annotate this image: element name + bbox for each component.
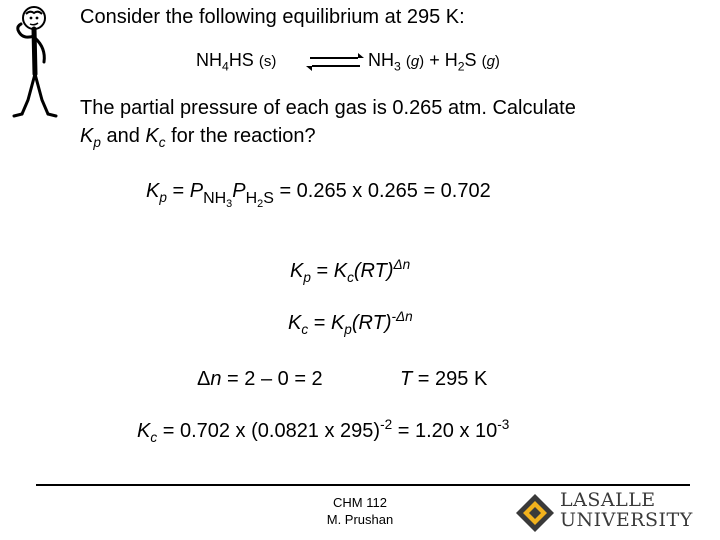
kc-calc-exp2: -3 xyxy=(497,416,510,432)
kp-subscript: p xyxy=(93,135,101,151)
delta-n-value: = 2 – 0 = 2 xyxy=(227,368,323,390)
rel2-rhs-sub: p xyxy=(344,322,352,338)
kp-calc-lhs-sub: p xyxy=(159,190,167,206)
and-word: and xyxy=(106,125,140,147)
product2-sub: 2 xyxy=(457,59,465,74)
rel1-rhs: K xyxy=(333,260,348,282)
p-h2s-sub: H xyxy=(245,190,258,208)
reactant-formula-tail: HS xyxy=(228,50,254,70)
question-tail: for the reaction? xyxy=(171,125,316,147)
kc-symbol: K xyxy=(145,125,159,147)
product1-sub: 3 xyxy=(394,59,401,74)
kc-calc-lhs-sub: c xyxy=(150,430,158,446)
kc-calculation xyxy=(137,416,510,446)
delta-n-line xyxy=(197,368,323,391)
temperature-value: = 295 K xyxy=(417,368,488,390)
reaction-products xyxy=(368,50,500,74)
university-logo xyxy=(560,490,693,530)
product2-state: g xyxy=(486,53,495,70)
delta-n-var: n xyxy=(210,368,222,390)
kc-calc-rest: = 1.20 x 10 xyxy=(397,420,498,442)
product2-main: H xyxy=(444,50,458,70)
reactant-state: (s) xyxy=(258,53,277,70)
p-h2s-sub-sub: 2 xyxy=(257,198,264,211)
temperature-var: T xyxy=(400,368,413,390)
p-nh3-sub: NH xyxy=(203,190,227,208)
product1-state-open: ( xyxy=(405,53,411,70)
reactant-formula-sub: 4 xyxy=(222,59,229,74)
author-name: M. Prushan xyxy=(326,512,394,527)
product1-state-close: ) xyxy=(419,53,425,70)
question-line1: The partial pressure of each gas is 0.265 atm. Calculate xyxy=(80,97,576,119)
rel1-exp: Δn xyxy=(393,256,411,272)
equilibrium-arrows-icon xyxy=(306,50,364,74)
kc-subscript: c xyxy=(158,135,166,151)
rel1-rt: (RT) xyxy=(353,260,394,282)
kp-calc-lhs: K xyxy=(146,180,160,202)
kc-calc-exp: -2 xyxy=(380,416,393,432)
slide-title: Consider the following equilibrium at 295 K: xyxy=(80,6,465,28)
rel2-lhs: K xyxy=(288,312,302,334)
question-text xyxy=(80,94,700,150)
product1-state: g xyxy=(410,53,420,70)
p-nh3: P xyxy=(189,180,204,202)
rel2-rt: (RT) xyxy=(351,312,392,334)
reaction-reactant xyxy=(196,50,277,74)
rel2-rhs: K xyxy=(330,312,345,334)
p-nh3-sub-sub: 3 xyxy=(226,198,233,211)
kp-calc-eq: = xyxy=(172,180,185,202)
kc-kp-relation xyxy=(288,308,413,338)
logo-line2: UNIVERSITY xyxy=(560,509,693,531)
lasalle-shield-icon xyxy=(514,492,556,534)
product2-state-close: ) xyxy=(494,53,500,70)
rel1-lhs-sub: p xyxy=(303,270,311,286)
delta-symbol: Δ xyxy=(197,368,211,390)
course-code: CHM 112 xyxy=(333,495,387,510)
reactant-formula-main: NH xyxy=(196,50,222,70)
temperature-line xyxy=(400,368,487,391)
rel2-lhs-sub: c xyxy=(301,322,309,338)
kp-symbol: K xyxy=(80,125,94,147)
rel2-eq: = xyxy=(313,312,326,334)
product2-tail: S xyxy=(464,50,477,70)
logo-line1: LASALLE xyxy=(560,489,656,511)
kc-calc-lhs: K xyxy=(137,420,151,442)
rel1-eq: = xyxy=(316,260,329,282)
product2-state-open: ( xyxy=(481,53,487,70)
thinking-figure-icon xyxy=(4,4,62,124)
p-h2s: P xyxy=(232,180,246,202)
kc-calc-mid: = 0.702 x (0.0821 x 295) xyxy=(162,420,381,442)
rel1-lhs: K xyxy=(290,260,304,282)
plus-sign: + xyxy=(429,50,440,70)
rel2-exp: -Δn xyxy=(391,308,413,324)
kp-calc-rhs: = 0.265 x 0.265 = 0.702 xyxy=(279,180,491,202)
footer-credit xyxy=(300,494,420,528)
kp-calculation xyxy=(146,180,491,211)
rel1-rhs-sub: c xyxy=(347,270,354,286)
p-h2s-sub-tail: S xyxy=(263,190,274,208)
footer-divider xyxy=(36,484,690,486)
kp-kc-relation xyxy=(290,256,411,286)
product1-main: NH xyxy=(368,50,394,70)
